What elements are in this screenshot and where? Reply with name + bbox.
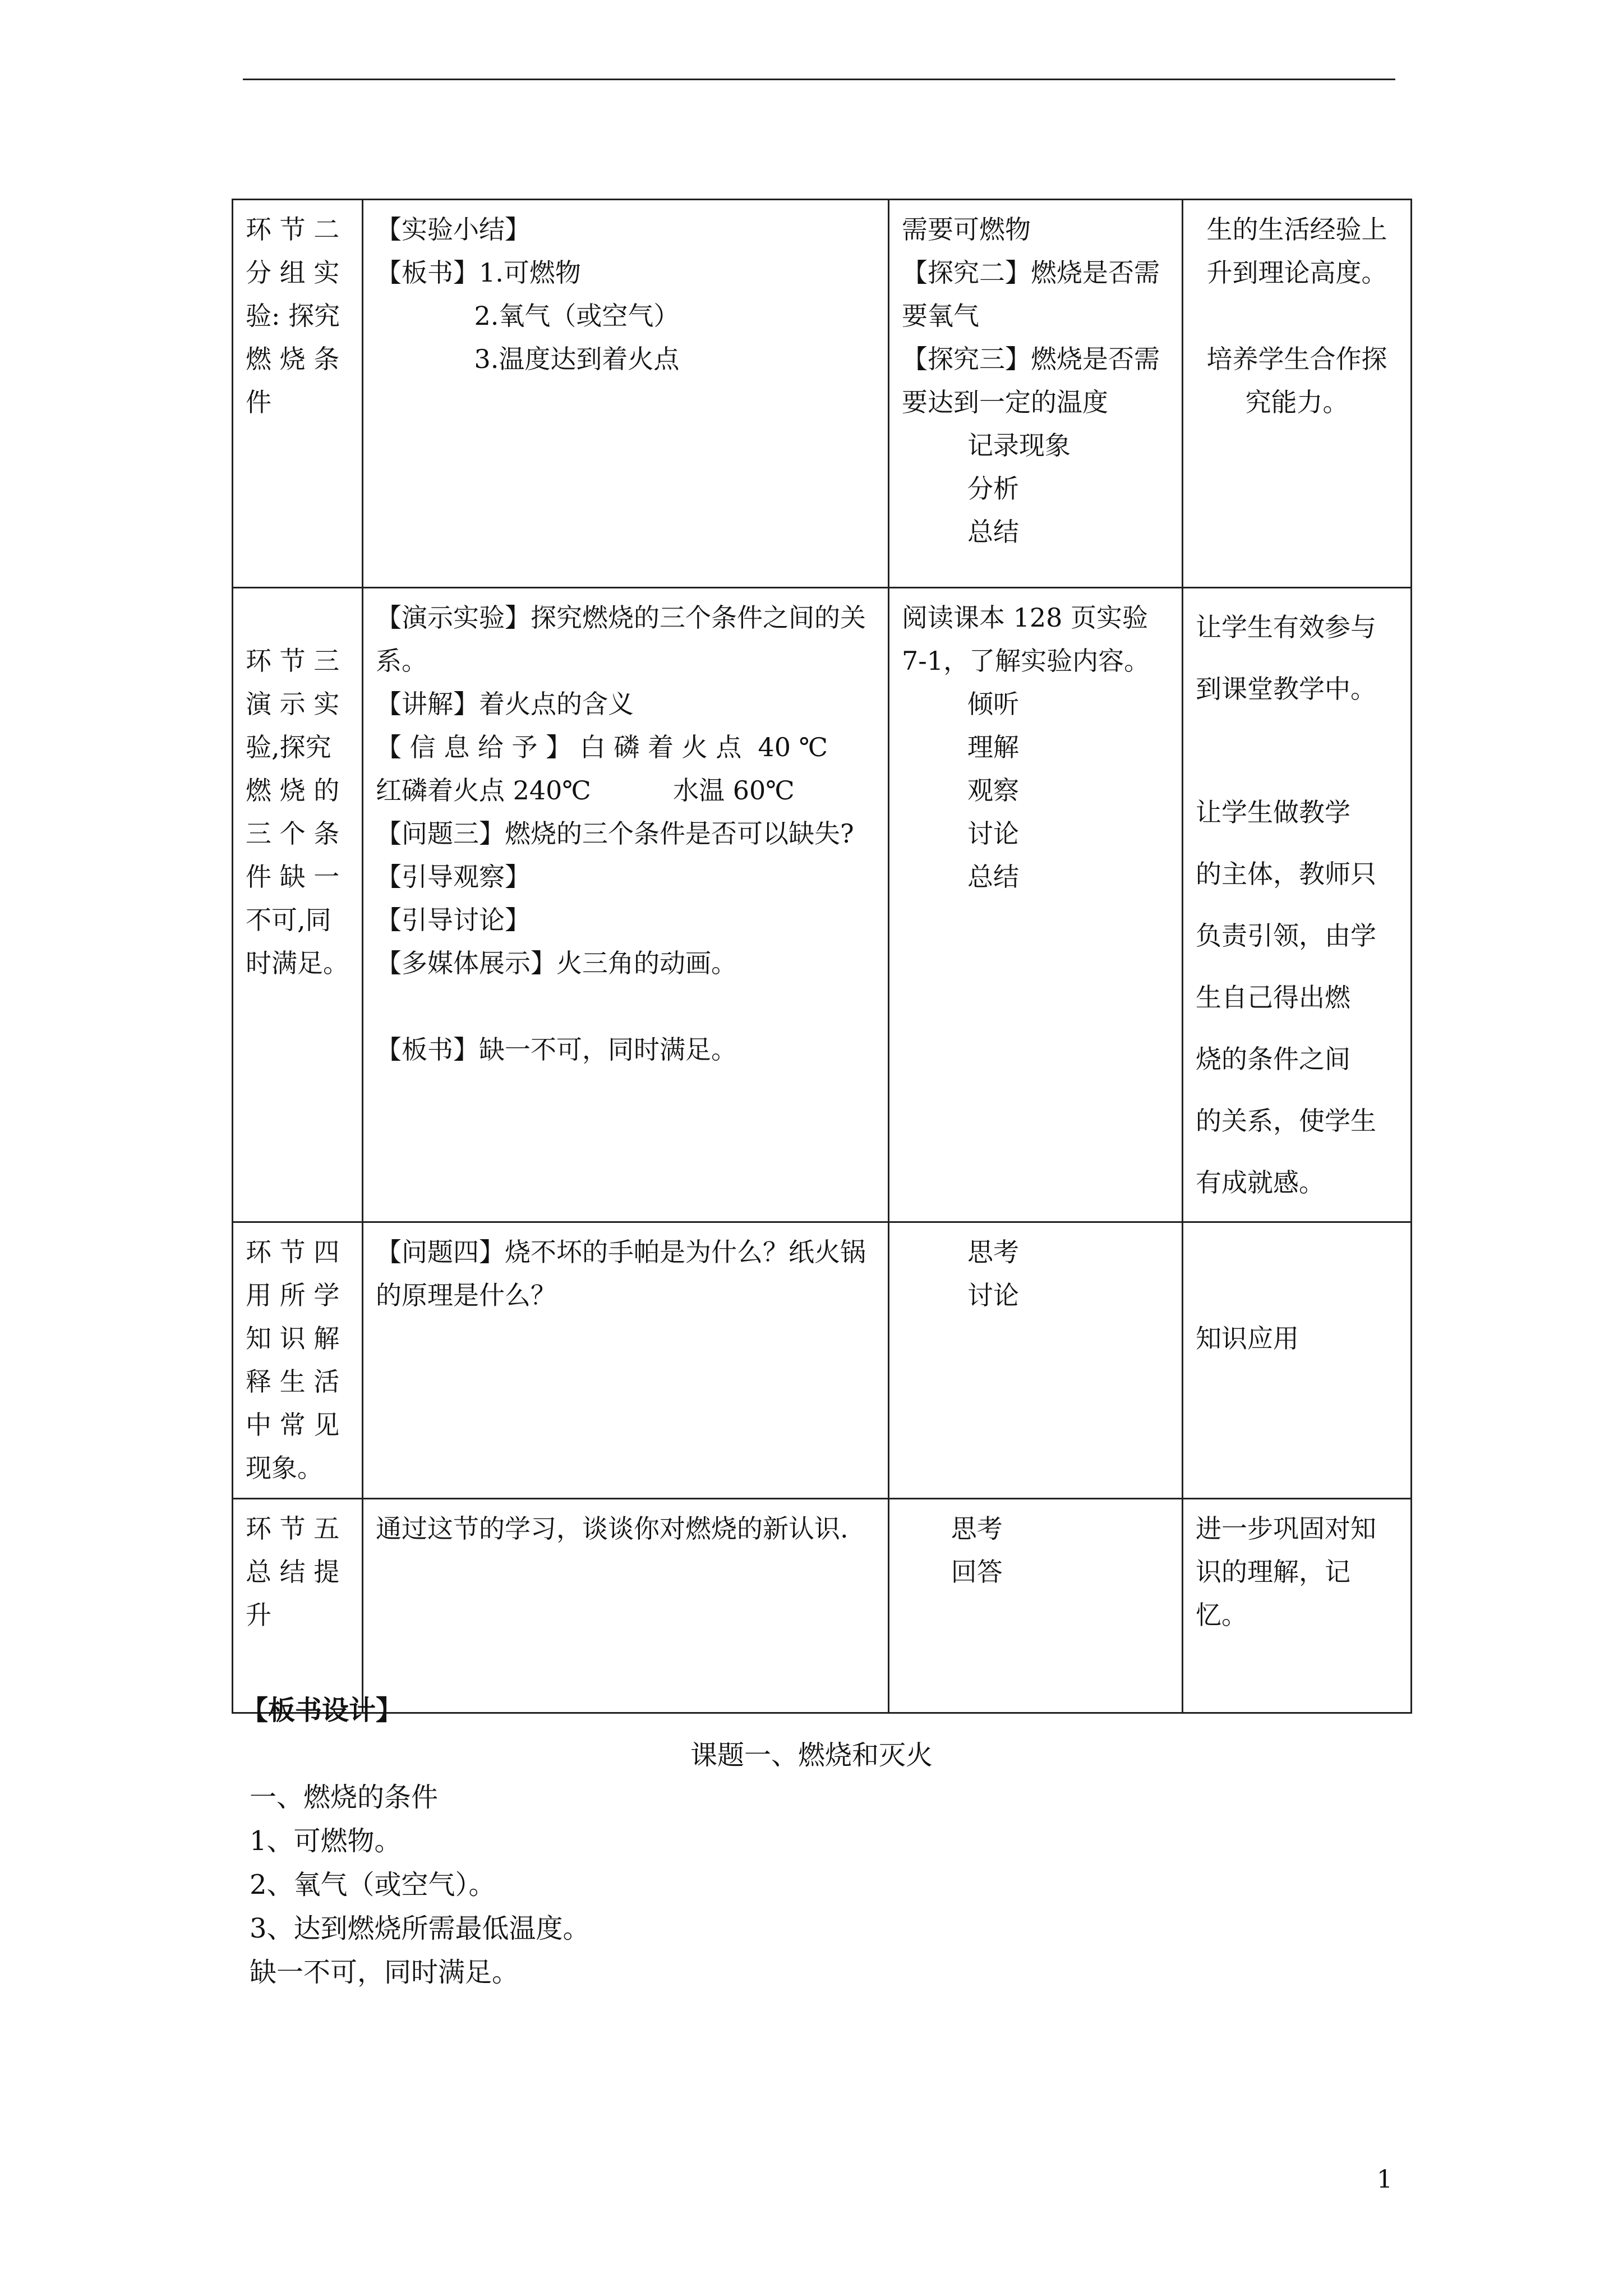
- student-activity-cell: 阅读课本 128 页实验 7-1，了解实验内容。 倾听 理解 观察 讨论 总结: [889, 588, 1183, 1222]
- teacher-activity-cell: 通过这节的学习，谈谈你对燃烧的新认识.: [363, 1499, 889, 1713]
- table-row: [233, 1222, 1412, 1499]
- student-activity-cell: 思考 回答: [889, 1499, 1183, 1713]
- stage-cell: 环 节 二 分 组 实 验: 探究 燃 烧 条 件: [233, 200, 363, 588]
- student-activity-cell: 需要可燃物 【探究二】燃烧是否需要氧气 【探究三】燃烧是否需要达到一定的温度 记录现象 分析 总结: [889, 200, 1183, 588]
- lesson-plan-table: [232, 199, 1412, 1714]
- design-intent-cell: 让学生有效参与到课堂教学中。 让学生做教学 的主体，教师只 负责引领，由学 生自己得出燃 烧的条件之间 的关系，使学生 有成就感。: [1183, 588, 1412, 1222]
- design-intent-cell: 进一步巩固对知识的理解，记忆。: [1183, 1499, 1412, 1713]
- page-number: 1: [1377, 2165, 1393, 2194]
- board-line: 缺一不可，同时满足。: [250, 1957, 519, 1988]
- design-intent-cell: 生的生活经验上升到理论高度。 培养学生合作探究能力。: [1183, 200, 1412, 588]
- table-row: [233, 200, 1412, 588]
- teacher-activity-cell: 【实验小结】 【板书】1.可燃物 2.氧气（或空气） 3.温度达到着火点: [363, 200, 889, 588]
- board-line: 3、达到燃烧所需最低温度。: [250, 1913, 590, 1944]
- table-row: [233, 588, 1412, 1222]
- course-title: 课题一、燃烧和灭火: [690, 1740, 933, 1771]
- board-design-heading: 【板书设计】: [241, 1695, 403, 1726]
- student-activity-cell: 思考 讨论: [889, 1222, 1183, 1499]
- stage-cell: 环 节 五 总 结 提 升: [233, 1499, 363, 1713]
- header-rule: [243, 79, 1395, 80]
- table-row: [233, 1499, 1412, 1713]
- board-line: 2、氧气（或空气）。: [250, 1869, 496, 1901]
- stage-cell: 环 节 四 用 所 学 知 识 解 释 生 活 中 常 见 现象。: [233, 1222, 363, 1499]
- stage-cell: 环 节 三 演 示 实 验,探究 燃 烧 的 三 个 条 件 缺 一 不可,同 时满足。: [233, 588, 363, 1222]
- design-intent-cell: 知识应用: [1183, 1222, 1412, 1499]
- teacher-activity-cell: 【问题四】烧不坏的手帕是为什么？纸火锅的原理是什么？: [363, 1222, 889, 1499]
- teacher-activity-cell: 【演示实验】探究燃烧的三个条件之间的关系。 【讲解】着火点的含义 【 信 息 给 予 】 白 磷 着 火 点 40 ℃ 红磷着火点 240℃ 水温 60℃ 【问题三】燃烧的三个条件是否可以缺失? 【引导观察】 【引导讨论】 【多媒体展示】火三角的动画。 【板书】缺一不可，同时满足。: [363, 588, 889, 1222]
- board-line: 一、燃烧的条件: [250, 1782, 439, 1813]
- board-line: 1、可燃物。: [250, 1825, 402, 1857]
